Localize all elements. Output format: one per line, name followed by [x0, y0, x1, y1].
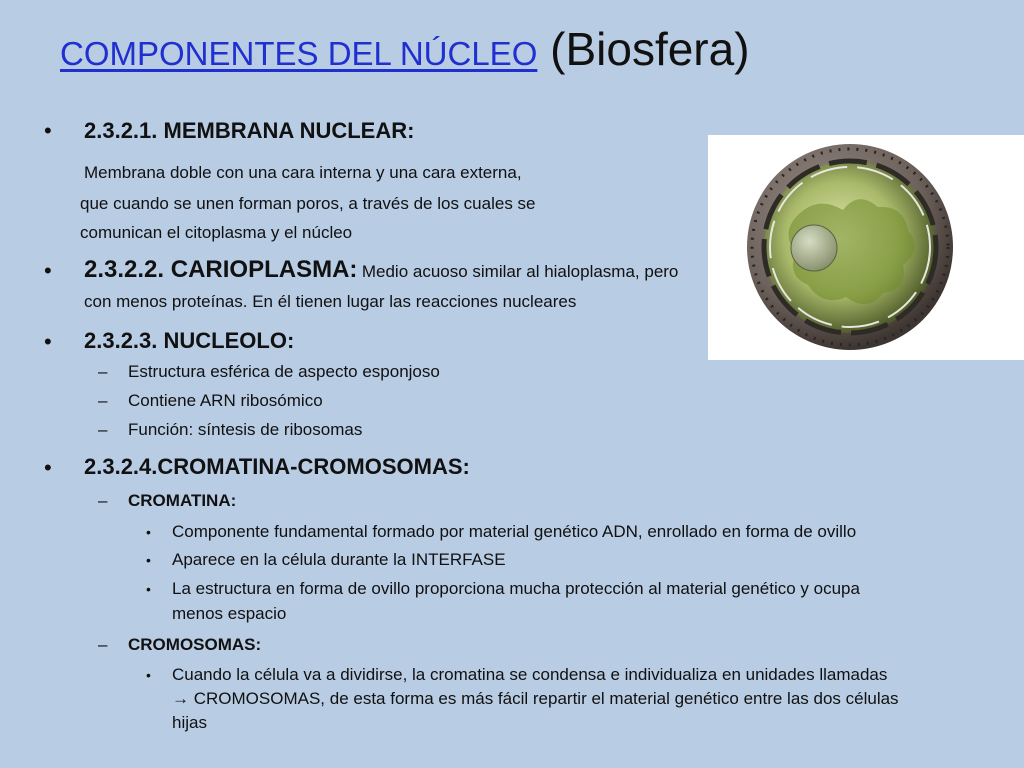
bullet-2: • — [44, 258, 52, 283]
section2-line-2: con menos proteínas. En él tienen lugar las reacciones nucleares — [84, 292, 577, 311]
cromatina-item-1: Componente fundamental formado por material genético ADN, enrollado en forma de ovillo — [172, 522, 857, 541]
section2-heading: 2.3.2.2. CARIOPLASMA: — [84, 256, 358, 283]
bullet-1: • — [44, 118, 52, 143]
dash-cromosomas: – — [98, 635, 108, 654]
dot-cromatina-1: • — [146, 524, 151, 540]
section1-line-2: que cuando se unen forman poros, a través de los cuales se — [80, 194, 536, 213]
bullet-3: • — [44, 329, 52, 354]
nucleus-illustration-icon — [708, 135, 1024, 360]
section3-item-1: Estructura esférica de aspecto esponjoso — [128, 362, 440, 381]
title-link[interactable]: COMPONENTES DEL NÚCLEO — [60, 35, 538, 72]
section1-line-1: Membrana doble con una cara interna y una cara externa, — [84, 163, 522, 182]
section1-line-3: comunican el citoplasma y el núcleo — [80, 223, 353, 242]
title-suffix: (Biosfera) — [550, 23, 750, 75]
cromosomas-label: CROMOSOMAS: — [128, 635, 262, 654]
dash-3-3: – — [98, 420, 108, 439]
dot-cromatina-2: • — [146, 552, 151, 568]
section1-heading: 2.3.2.1. MEMBRANA NUCLEAR: — [84, 118, 415, 143]
dash-3-2: – — [98, 391, 108, 410]
dash-3-1: – — [98, 362, 108, 381]
dot-cromosomas-1: • — [146, 667, 151, 683]
section3-item-3: Función: síntesis de ribosomas — [128, 420, 363, 439]
section3-heading: 2.3.2.3. NUCLEOLO: — [84, 328, 295, 353]
nucleus-image — [708, 135, 1024, 360]
cromatina-item-3: La estructura en forma de ovillo proporciona mucha protección al material genético y ocupa — [172, 579, 860, 598]
cromosomas-line-3: hijas — [172, 713, 207, 732]
section2-inline-text: Medio acuoso similar al hialoplasma, pero — [361, 262, 679, 281]
cromatina-item-2: Aparece en la célula durante la INTERFASE — [172, 550, 506, 569]
arrow-right-icon: → — [172, 689, 189, 708]
cromosomas-line-2-row — [172, 689, 899, 709]
dash-cromatina: – — [98, 491, 108, 510]
page-title — [60, 22, 750, 76]
cromosomas-line-1: Cuando la célula va a dividirse, la cromatina se condensa e individualiza en unidades llamadas — [172, 665, 888, 684]
cromosomas-line-2: CROMOSOMAS, de esta forma es más fácil repartir el material genético entre las dos células — [193, 689, 899, 708]
section4-heading: 2.3.2.4.CROMATINA-CROMOSOMAS: — [84, 454, 470, 479]
section2-row — [84, 256, 678, 284]
cromatina-label: CROMATINA: — [128, 491, 237, 510]
bullet-4: • — [44, 455, 52, 480]
section3-item-2: Contiene ARN ribosómico — [128, 391, 323, 410]
cromatina-item-3-cont: menos espacio — [172, 604, 287, 623]
dot-cromatina-3: • — [146, 581, 151, 597]
